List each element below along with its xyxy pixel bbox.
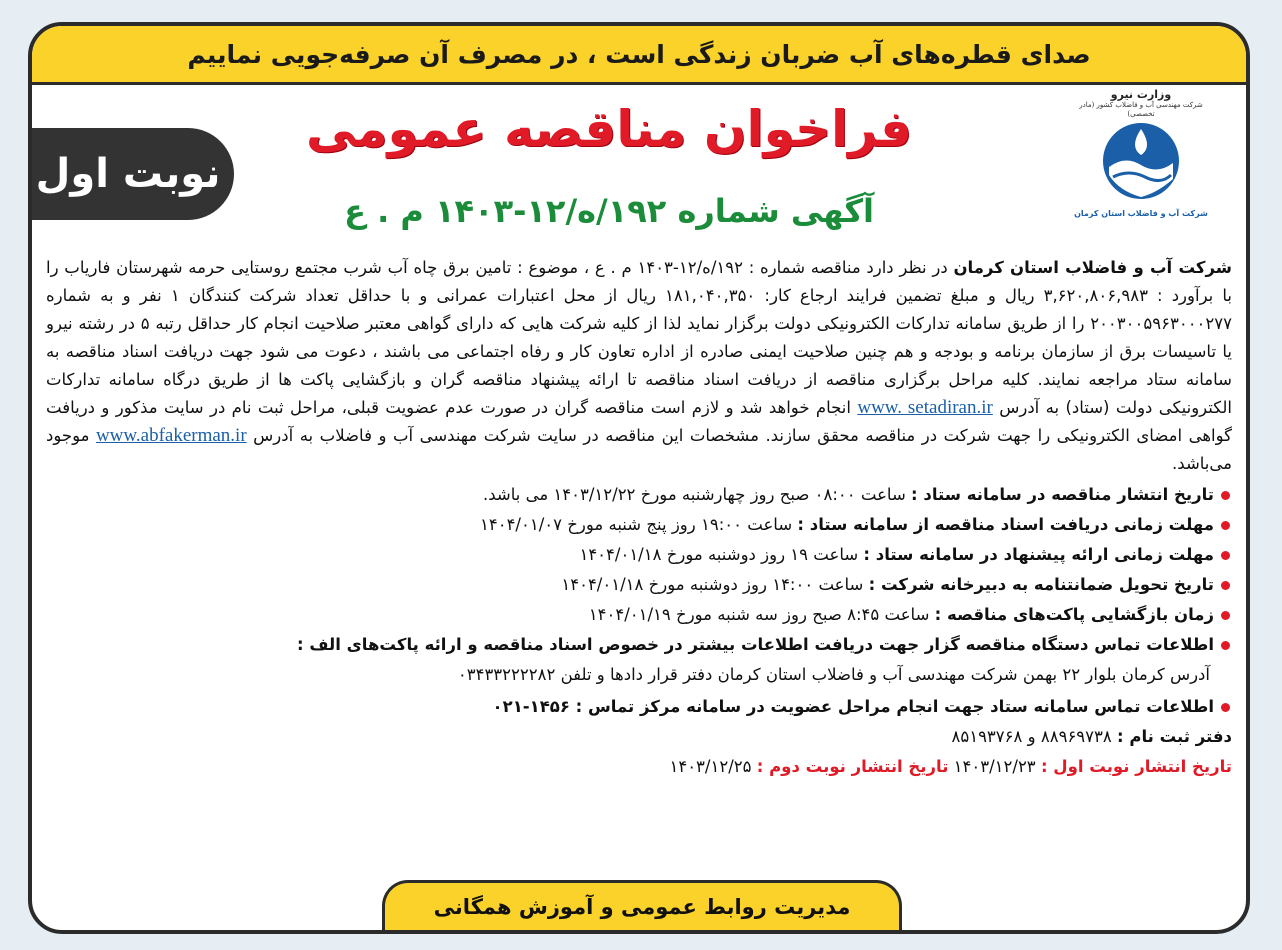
schedule-value: ساعت ۰۸:۰۰ صبح روز چهارشنبه مورخ ۱۴۰۳/۱۲/۲۲ می باشد. [482,485,912,504]
schedule-value: ساعت ۱۹:۰۰ روز پنج شنبه مورخ ۱۴۰۴/۰۱/۰۷ [479,515,798,534]
intro-text-2: انجام خواهد شد و لازم است مناقصه گران در صورت عدم عضویت قبلی، مراحل ثبت نام در سایت مذکور و دریافت گواهی امضای الکترونیکی را جهت شرکت در مناقصه محقق سازند. مشخصات این مناقصه در سایت شرکت مهندسی آب و فاضلاب به آدرس [46,398,1232,445]
list-item [46,540,1232,570]
schedule-list [46,480,1232,660]
company-name: شرکت آب و فاضلاب استان کرمان [953,258,1232,277]
contact-label: اطلاعات تماس دستگاه مناقصه گزار جهت دریافت اطلاعات بیشتر در خصوص اسناد مناقصه و ارائه پاکت‌های الف : [297,635,1214,654]
second-publication-label: تاریخ انتشار نوبت دوم : [756,757,949,776]
first-publication-value: ۱۴۰۳/۱۲/۲۳ [948,757,1041,776]
footer-dept: مدیریت روابط عمومی و آموزش همگانی [433,894,851,919]
schedule-label: تاریخ انتشار مناقصه در سامانه ستاد : [911,485,1214,504]
first-publication-label: تاریخ انتشار نوبت اول : [1040,757,1232,776]
second-publication-value: ۱۴۰۳/۱۲/۲۵ [669,757,757,776]
setadiran-link[interactable]: www. setadiran.ir [857,397,993,418]
contact-item [46,630,1232,660]
logo-company: شرکت آب و فاضلاب استان کرمان [1074,209,1208,218]
footer-banner [382,880,902,930]
schedule-label: زمان بازگشایی پاکت‌های مناقصه : [934,605,1214,624]
list-item [46,480,1232,510]
schedule-label: مهلت زمانی ارائه پیشنهاد در سامانه ستاد : [863,545,1214,564]
list-item [46,510,1232,540]
intro-paragraph [46,254,1232,478]
notice-body [46,254,1232,782]
schedule-value: ساعت ۱۹ روز دوشنبه مورخ ۱۴۰۴/۰۱/۱۸ [579,545,864,564]
schedule-value: ساعت ۸:۴۵ صبح روز سه شنبه مورخ ۱۴۰۴/۰۱/۱۹ [588,605,935,624]
round-badge-label: نوبت اول [35,151,221,197]
page-title: فراخوان مناقصه عمومی [305,100,913,158]
intro-text-3: موجود می‌باشد. [46,426,1232,473]
setad-contact-list [46,692,1232,722]
intro-text-1: در نظر دارد مناقصه شماره : ۱۹۲/ه/۱۲-۱۴۰۳ م . ع ، موضوع : تامین برق چاه آب شرب مجتمع روستایی حرمه شهرستان فاریاب را با برآورد : ۳,۶۲۰,۸۰۶,۹۸۳ ریال و مبلغ تضمین فرایند ارجاع کار: ۱۸۱,۰۴۰,۳۵۰ ریال از محل اعتبارات عمرانی و با حداقل تعداد شرکت کنندگان ۱ نفر و به شماره ۲۰۰۳۰۰۵۹۶۳۰۰۰۲۷۷ را از طریق سامانه تدارکات الکترونیکی دولت برگزار نماید لذا از کلیه شرکت هایی که دارای گواهی معتبر صلاحیت انجام کار حداقل رتبه ۵ در رشته نیرو یا تاسیسات برق از سازمان برنامه و بودجه و هم چنین صلاحیت ایمنی صادره از اداره تعاون کار و رفاه اجتماعی می باشند ، دعوت می شود جهت دریافت اسناد مناقصه به سامانه ستاد مراجعه نمایند. کلیه مراحل برگزاری مناقصه از دریافت اسناد مناقصه تا ارائه پیشنهاد مناقصه گران و بازگشایی پاکت ها از طریق درگاه سامانه تدارکات الکترونیکی دولت (ستاد) به آدرس [46,258,1232,417]
setad-contact-value: ۱۴۵۶-۰۲۱ [492,697,576,716]
registration-office [46,722,1232,752]
registration-value: ۸۸۹۶۹۷۳۸ و ۸۵۱۹۳۷۶۸ [951,727,1118,746]
setad-contact-item [46,692,1232,722]
schedule-label: مهلت زمانی دریافت اسناد مناقصه از سامانه ستاد : [797,515,1214,534]
schedule-value: ساعت ۱۴:۰۰ روز دوشنبه مورخ ۱۴۰۴/۰۱/۱۸ [561,575,869,594]
water-drop-icon [1099,119,1183,203]
abfakerman-link[interactable]: www.abfakerman.ir [95,425,247,446]
company-logo [1066,88,1216,238]
publication-dates [46,752,1232,782]
setad-contact-label: اطلاعات تماس سامانه ستاد جهت انجام مراحل عضویت در سامانه مرکز تماس : [575,697,1214,716]
round-badge [28,128,234,220]
slogan-banner [32,26,1246,85]
contact-address: آدرس کرمان بلوار ۲۲ بهمن شرکت مهندسی آب و فاضلاب استان کرمان دفتر قرار دادها و تلفن ۰۳۴۳۳۲۲۲۲۸۲ [457,665,1210,684]
registration-label: دفتر ثبت نام : [1117,727,1232,746]
list-item [46,570,1232,600]
notice-number: آگهی شماره ۱۹۲/ه/۱۲-۱۴۰۳ م . ع [344,192,874,230]
advertisement-frame [28,22,1250,934]
logo-ministry: وزارت نیرو [1110,88,1172,101]
schedule-label: تاریخ تحویل ضمانتنامه به دبیرخانه شرکت : [868,575,1214,594]
list-item [46,600,1232,630]
logo-parent: شرکت مهندسی آب و فاضلاب کشور (مادر تخصصی) [1079,101,1203,118]
slogan-text: صدای قطره‌های آب ضربان زندگی است ، در مصرف آن صرفه‌جویی نماییم [187,39,1091,69]
